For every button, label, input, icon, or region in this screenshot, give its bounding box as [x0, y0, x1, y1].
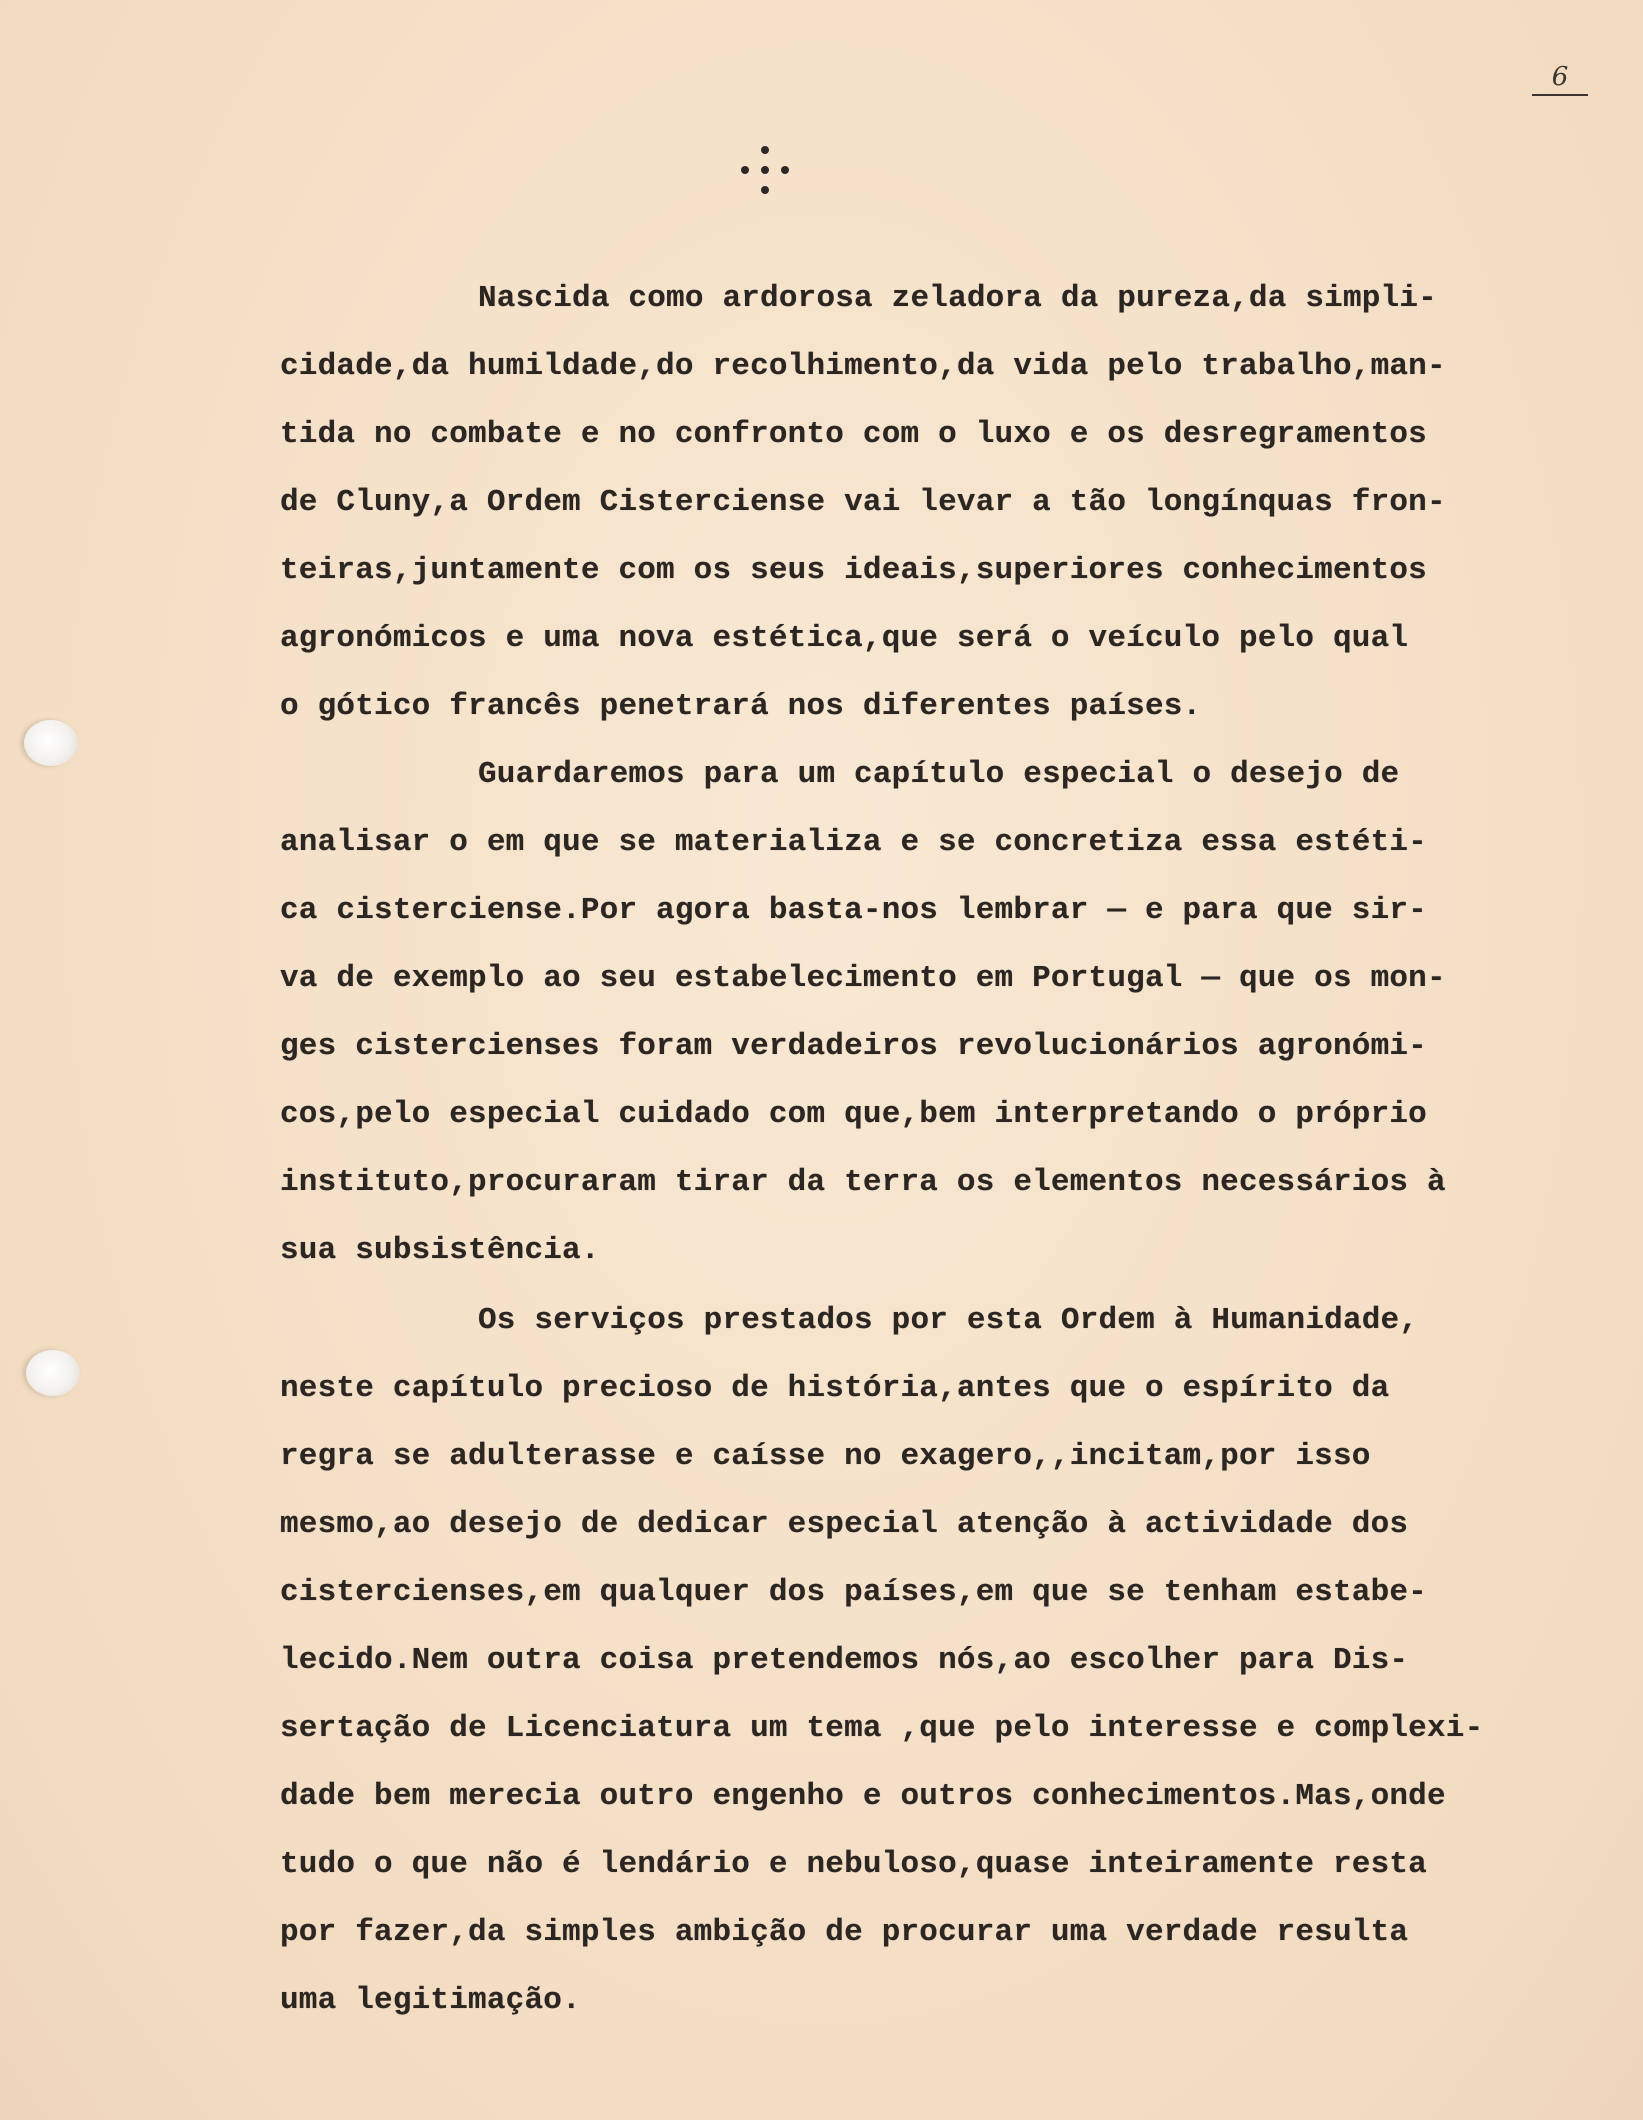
text-line: va de exemplo ao seu estabelecimento em Portugal — que os mon-: [280, 961, 1446, 996]
text-line: o gótico francês penetrará nos diferentes países.: [280, 689, 1202, 724]
text-line: sua subsistência.: [280, 1233, 600, 1268]
text-line: teiras,juntamente com os seus ideais,superiores conhecimentos: [280, 553, 1427, 588]
text-line: instituto,procuraram tirar da terra os elementos necessários à: [280, 1165, 1446, 1200]
text-line: tudo o que não é lendário e nebuloso,quase inteiramente resta: [280, 1847, 1427, 1882]
text-line: ges cistercienses foram verdadeiros revolucionários agronómi-: [280, 1029, 1427, 1064]
text-line: dade bem merecia outro engenho e outros conhecimentos.Mas,onde: [280, 1779, 1446, 1814]
text-line: por fazer,da simples ambição de procurar uma verdade resulta: [280, 1915, 1409, 1950]
text-line: lecido.Nem outra coisa pretendemos nós,ao escolher para Dis-: [280, 1643, 1409, 1678]
text-line: mesmo,ao desejo de dedicar especial atenção à actividade dos: [280, 1507, 1409, 1542]
text-line: Nascida como ardorosa zeladora da pureza,da simpli-: [478, 281, 1437, 316]
text-line: analisar o em que se materializa e se concretiza essa estéti-: [280, 825, 1427, 860]
text-line: ca cisterciense.Por agora basta-nos lembrar — e para que sir-: [280, 893, 1427, 928]
text-line: sertação de Licenciatura um tema ,que pelo interesse e complexi-: [280, 1711, 1484, 1746]
text-line: Guardaremos para um capítulo especial o desejo de: [478, 757, 1400, 792]
text-line: neste capítulo precioso de história,antes que o espírito da: [280, 1371, 1390, 1406]
text-line: cos,pelo especial cuidado com que,bem interpretando o próprio: [280, 1097, 1427, 1132]
text-line: cidade,da humildade,do recolhimento,da vida pelo trabalho,man-: [280, 349, 1446, 384]
text-line: Os serviços prestados por esta Ordem à Humanidade,: [478, 1303, 1419, 1338]
text-line: tida no combate e no confronto com o luxo e os desregramentos: [280, 417, 1427, 452]
text-line: de Cluny,a Ordem Cisterciense vai levar a tão longínquas fron-: [280, 485, 1446, 520]
text-line: uma legitimação.: [280, 1983, 581, 2018]
text-line: regra se adulterasse e caísse no exagero,,incitam,por isso: [280, 1439, 1371, 1474]
page-number: 6: [1551, 62, 1569, 92]
text-line: cistercienses,em qualquer dos países,em que se tenham estabe-: [280, 1575, 1427, 1610]
text-line: agronómicos e uma nova estética,que será o veículo pelo qual: [280, 621, 1409, 656]
